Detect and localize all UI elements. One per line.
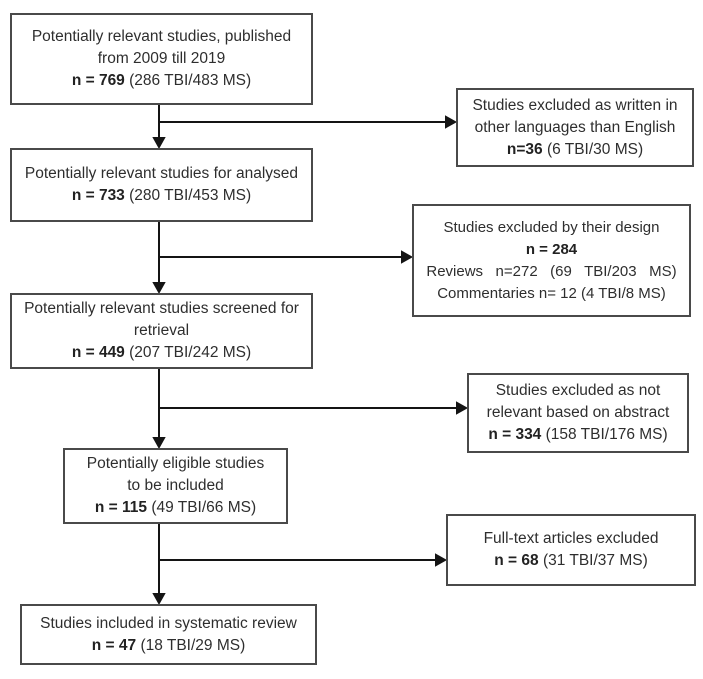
count-detail: (49 TBI/66 MS) (151, 499, 257, 516)
arrow-branch-r2-head (402, 252, 411, 262)
count-value: n = 334 (488, 426, 542, 443)
box-text-line: Full-text articles excluded (483, 530, 659, 547)
count-value: n = 449 (71, 344, 125, 361)
box-analysed-studies (10, 148, 313, 222)
count-detail: (280 TBI/453 MS) (129, 187, 252, 204)
box-count-line (26, 635, 311, 657)
box-text-line: Studies included in systematic review (40, 614, 297, 632)
box-text-line: Potentially relevant studies for analysed (24, 165, 299, 182)
box-excluded-design (412, 204, 691, 317)
box-screened-studies (10, 293, 313, 369)
count-value: n = 769 (71, 72, 125, 89)
box-text-line: retrieval (133, 322, 190, 339)
count-value: n = 47 (91, 636, 137, 654)
arrow-l3-to-l4-head (154, 438, 164, 447)
box-text-line: Commentaries n= 12 (4 TBI/8 MS) (437, 284, 666, 302)
box-text-line: Studies excluded as not (495, 382, 661, 399)
box-count-line (452, 550, 690, 572)
count-detail: (286 TBI/483 MS) (129, 72, 252, 89)
box-count-line (69, 497, 282, 519)
arrow-branch-r3-head (457, 403, 466, 413)
arrow-l1-to-l2-head (154, 138, 164, 147)
box-count-line (16, 342, 307, 364)
box-count-line (16, 185, 307, 207)
box-count-line (418, 239, 685, 261)
box-text-line: Studies excluded by their design (443, 218, 660, 236)
count-value: n=36 (506, 140, 543, 158)
box-included-studies (20, 604, 317, 665)
box-excluded-abstract (467, 373, 689, 453)
box-text-line: Potentially eligible studies (86, 455, 265, 472)
box-excluded-fulltext (446, 514, 696, 586)
box-text-line: other languages than English (474, 118, 676, 136)
count-detail: (158 TBI/176 MS) (545, 426, 668, 443)
count-value: n = 284 (525, 240, 578, 258)
box-text-line: Reviews n=272 (69 TBI/203 MS) (426, 262, 677, 280)
arrow-branch-r4-head (436, 555, 445, 565)
box-excluded-language (456, 88, 694, 167)
count-detail: (6 TBI/30 MS) (546, 140, 644, 158)
arrow-l4-to-l5-head (154, 594, 164, 603)
count-detail: (31 TBI/37 MS) (542, 552, 648, 569)
box-count-line (473, 424, 683, 446)
box-text-line: from 2009 till 2019 (97, 50, 226, 67)
box-text-line: relevant based on abstract (486, 404, 670, 421)
box-text-line: to be included (127, 477, 224, 494)
box-identified-studies (10, 13, 313, 105)
count-value: n = 733 (71, 187, 125, 204)
box-text-line: Potentially relevant studies screened for (24, 300, 299, 317)
arrow-branch-r1-head (446, 117, 455, 127)
box-text-line: Potentially relevant studies, published (31, 28, 292, 45)
arrow-l2-to-l3-head (154, 283, 164, 292)
count-value: n = 68 (494, 552, 539, 569)
count-detail: (207 TBI/242 MS) (129, 344, 252, 361)
count-value: n = 115 (94, 499, 147, 516)
count-detail: (18 TBI/29 MS) (140, 636, 246, 654)
box-eligible-studies (63, 448, 288, 524)
box-count-line (16, 70, 307, 92)
box-count-line (462, 139, 688, 161)
box-text-line: Studies excluded as written in (472, 96, 678, 114)
